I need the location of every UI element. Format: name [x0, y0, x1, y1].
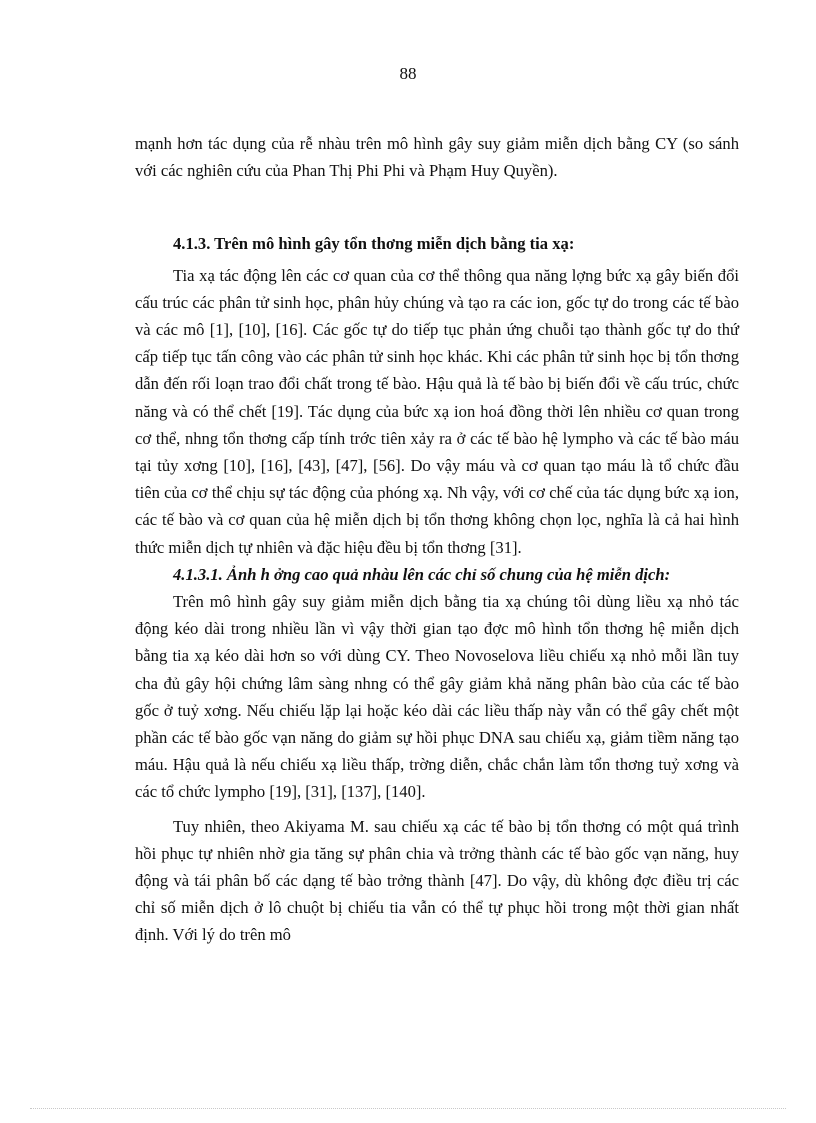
section-heading: 4.1.3. Trên mô hình gây tổn thơng miễn dịch bằng tia xạ: [173, 234, 575, 254]
paragraph-akiyama: Tuy nhiên, theo Akiyama M. sau chiếu xạ các tế bào bị tổn thơng có một quá trình hồi phục tự nhiên nhờ gia tăng sự phân chia và trởng thành các tế bào gốc vạn năng, huy động và tái phân bố các dạng tế bào trởng thành [47]. Do vậy, dù không đợc điều trị các chỉ số miễn dịch ở lô chuột bị chiếu tia vẫn có thể tự phục hồi trong một thời gian nhất định. Với lý do trên mô [135, 816, 739, 945]
subsection-heading: 4.1.3.1. Ảnh h ởng cao quả nhàu lên các chỉ số chung của hệ miễn dịch: [173, 564, 671, 584]
paragraph-gap [135, 806, 739, 813]
paragraph-radiation-model: Trên mô hình gây suy giảm miễn dịch bằng tia xạ chúng tôi dùng liều xạ nhỏ tác động kéo dài trong nhiều lần vì vậy thời gian tạo đợc mô hình tổn thơng hệ miễn dịch bằng tia xạ kéo dài hơn so với dùng CY. Theo Novoselova liều chiếu xạ nhỏ mỗi lần tuy cha đủ gây hội chứng lâm sàng nhng có thể gây giảm khả năng phân bào của các tế bào gốc ở tuỷ xơng. Nếu chiếu lặp lại hoặc kéo dài các liều thấp này vẫn có thể gây chết một phần các tế bào gốc vạn năng do giảm sự hồi phục DNA sau chiếu xạ, giảm tiềm năng tạo máu. Hậu quả là nếu chiếu xạ liều thấp, trờng diễn, chắc chắn làm tổn thơng tuỷ xơng và các tổ chức lympho [19], [31], [137], [140]. [135, 592, 739, 802]
body-text [135, 130, 739, 949]
paragraph-radiation-effects: Tia xạ tác động lên các cơ quan của cơ thể thông qua năng lợng bức xạ gây biến đổi cấu trúc các phân tử sinh học, phân hủy chúng và tạo ra các ion, gốc tự do trong các tế bào và các mô [1], [10], [16]. Các gốc tự do tiếp tục phản ứng chuỗi tạo thành gốc tự do thứ cấp tiếp tục tấn công vào các phân tử sinh học khác. Khi các phân tử sinh học bị tổn thơng dẫn đến rối loạn trao đổi chất trong tế bào. Hậu quả là tế bào bị biến đổi về cấu trúc, chức năng và có thể chết [19]. Tác dụng của bức xạ ion hoá đồng thời lên nhiều cơ quan trong cơ thể, nhng tổn thơng cấp tính trớc tiên xảy ra ở các tế bào hệ lympho và các tế bào máu tại tủy xơng [10], [16], [43], [47], [56]. Do vậy máu và cơ quan tạo máu là tổ chức đầu tiên của cơ thể chịu sự tác động của phóng xạ. Nh vậy, với cơ chế của tác dụng bức xạ ion, các tế bào và cơ quan của hệ miễn dịch bị tổn thơng không chọn lọc, nghĩa là cả hai hình thức miễn dịch tự nhiên và đặc hiệu đều bị tổn thơng [31]. [135, 265, 739, 557]
bottom-dotted-rule [30, 1108, 786, 1109]
page-number: 88 [399, 64, 417, 83]
paragraph-continuation: mạnh hơn tác dụng của rễ nhàu trên mô hình gây suy giảm miễn dịch bằng CY (so sánh với các nghiên cứu của Phan Thị Phi Phi và Phạm Huy Quyền). [135, 134, 739, 181]
